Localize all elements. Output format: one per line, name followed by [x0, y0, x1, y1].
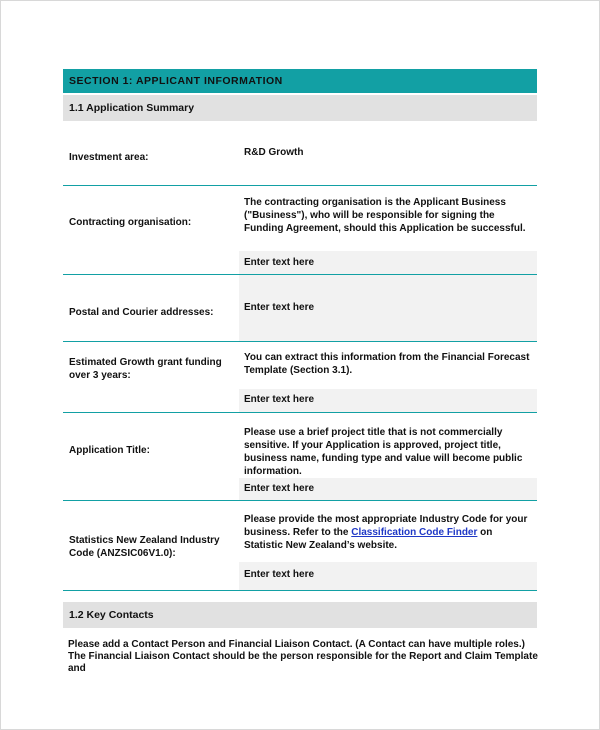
- application-summary-header: 1.1 Application Summary: [63, 95, 537, 121]
- key-contacts-paragraph-1: Please add a Contact Person and Financial Liaison Contact. (A Contact can have multiple roles.): [68, 639, 525, 650]
- contracting-organisation-input[interactable]: Enter text here: [239, 251, 537, 274]
- row-investment-area: [63, 121, 537, 186]
- key-contacts-paragraph-2: The Financial Liaison Contact should be the person responsible for the Report and Claim Template and: [68, 651, 538, 674]
- row-estimated-funding: [63, 342, 537, 413]
- contracting-organisation-label: Contracting organisation:: [69, 217, 192, 228]
- application-title-input[interactable]: Enter text here: [239, 478, 537, 500]
- industry-code-help: [239, 513, 537, 552]
- estimated-funding-help: You can extract this information from the Financial Forecast Template (Section 3.1).: [244, 352, 530, 376]
- postal-addresses-label: Postal and Courier addresses:: [69, 307, 214, 318]
- key-contacts-header: 1.2 Key Contacts: [63, 602, 537, 628]
- row-postal-addresses: [63, 275, 537, 342]
- classification-code-finder-link[interactable]: Classification Code Finder: [351, 527, 478, 538]
- contracting-organisation-help: The contracting organisation is the Applicant Business ("Business"), who will be responsible for signing the Funding Agreement, should this Application be successful.: [244, 197, 526, 234]
- investment-area-value: R&D Growth: [244, 147, 304, 158]
- application-title-label: Application Title:: [69, 445, 150, 456]
- application-title-help: Please use a brief project title that is not commercially sensitive. If your Application is approved, project title, business name, funding type and value will become public information.: [244, 427, 523, 477]
- industry-code-help-text-end: on Statistic New Zealand’s website.: [244, 527, 493, 551]
- row-application-title: [63, 413, 537, 501]
- industry-code-label: Statistics New Zealand Industry Code (ANZSIC06V1.0):: [69, 535, 220, 559]
- estimated-funding-input[interactable]: Enter text here: [239, 389, 537, 412]
- row-contracting-organisation: [63, 186, 537, 275]
- estimated-funding-label: Estimated Growth grant funding over 3 years:: [69, 357, 222, 381]
- section-1-header: SECTION 1: APPLICANT INFORMATION: [63, 69, 537, 93]
- investment-area-label: Investment area:: [69, 152, 149, 163]
- postal-addresses-input[interactable]: Enter text here: [239, 275, 537, 341]
- row-industry-code: [63, 501, 537, 591]
- key-contacts-instructions: [68, 639, 538, 675]
- industry-code-help-text: Please provide the most appropriate Industry Code for your business. Refer to the: [244, 514, 528, 538]
- industry-code-input[interactable]: Enter text here: [239, 562, 537, 590]
